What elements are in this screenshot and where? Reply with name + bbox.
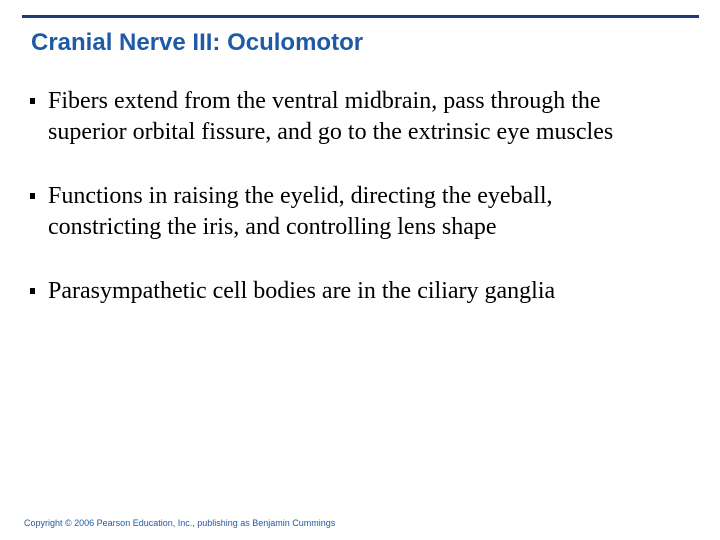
bullet-text: Parasympathetic cell bodies are in the ciliary ganglia [48, 278, 556, 304]
bullet-list [28, 86, 668, 340]
square-bullet-icon [30, 193, 35, 199]
title-rule [22, 15, 699, 18]
bullet-text: Fibers extend from the ventral midbrain, pass through the superior orbital fissure, and go to the extrinsic eye muscles [48, 88, 614, 145]
bullet-item [28, 276, 668, 307]
bullet-item [28, 181, 668, 243]
bullet-text: Functions in raising the eyelid, directing the eyeball, constricting the iris, and controlling lens shape [48, 183, 553, 240]
square-bullet-icon [30, 288, 35, 294]
bullet-item [28, 86, 668, 148]
copyright-footer: Copyright © 2006 Pearson Education, Inc., publishing as Benjamin Cummings [24, 518, 336, 528]
slide-title: Cranial Nerve III: Oculomotor [31, 29, 364, 56]
square-bullet-icon [30, 98, 35, 104]
